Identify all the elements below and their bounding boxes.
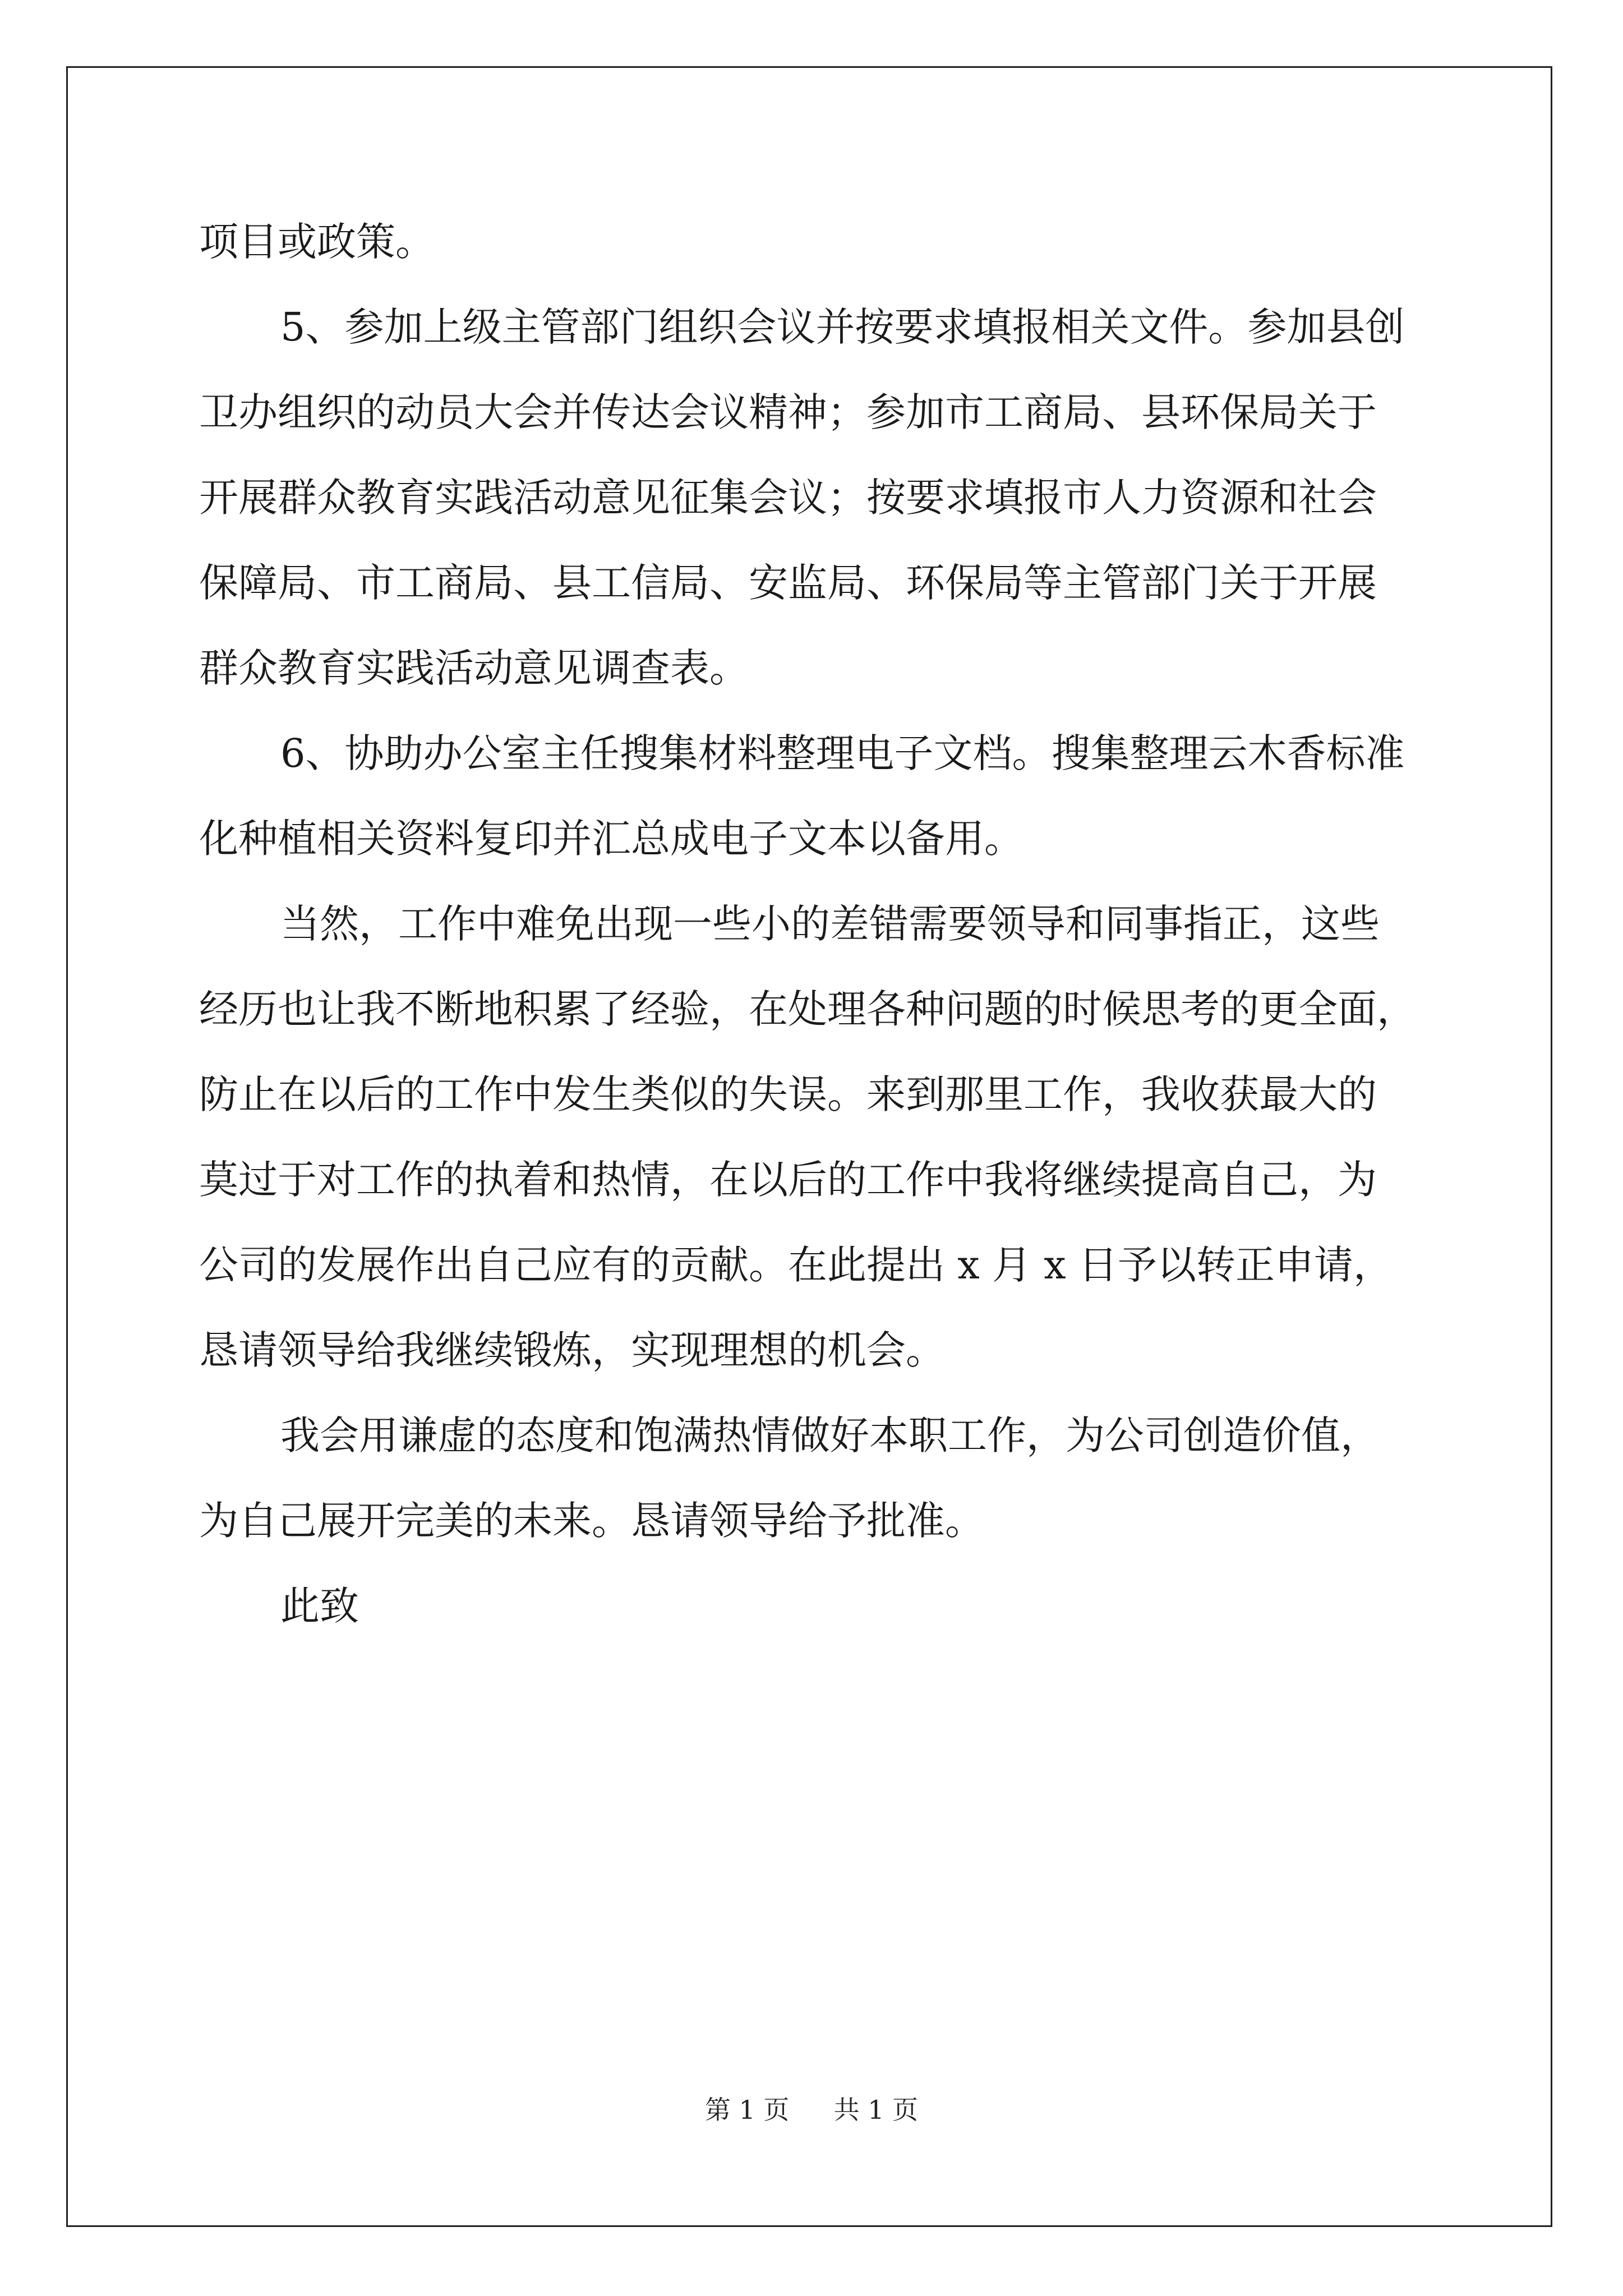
text-line: 为自己展开完美的未来。恳请领导给予批准。: [199, 1498, 984, 1544]
text-line: 项目或政策。: [199, 219, 435, 265]
total-pages: 共 1 页: [833, 2095, 919, 2125]
text-line: 群众教育实践活动意见调查表。: [199, 645, 749, 691]
closing-salutation: 此致: [280, 1583, 359, 1629]
page-footer: [0, 2090, 1623, 2127]
text-line: 经历也让我不断地积累了经验，在处理各种问题的时候思考的更全面，: [199, 986, 1416, 1032]
text-line: 公司的发展作出自己应有的贡献。在此提出 x 月 x 日予以转正申请，: [199, 1242, 1393, 1288]
text-line: 莫过于对工作的执着和热情，在以后的工作中我将继续提高自己，为: [199, 1157, 1377, 1203]
text-line: 5、参加上级主管部门组织会议并按要求填报相关文件。参加县创: [280, 304, 1405, 350]
text-line: 化种植相关资料复印并汇总成电子文本以备用。: [199, 816, 1023, 862]
page-number: 第 1 页: [704, 2095, 790, 2125]
document-body: [199, 199, 1455, 1649]
text-line: 恳请领导给我继续锻炼，实现理想的机会。: [199, 1327, 945, 1373]
text-line: 防止在以后的工作中发生类似的失误。来到那里工作，我收获最大的: [199, 1071, 1377, 1117]
text-line: 卫办组织的动员大会并传达会议精神；参加市工商局、县环保局关于: [199, 389, 1377, 435]
text-line: 当然，工作中难免出现一些小的差错需要领导和同事指正，这些: [280, 901, 1380, 947]
text-line: 保障局、市工商局、县工信局、安监局、环保局等主管部门关于开展: [199, 560, 1377, 606]
text-line: 开展群众教育实践活动意见征集会议；按要求填报市人力资源和社会: [199, 475, 1377, 521]
text-line: 6、协助办公室主任搜集材料整理电子文档。搜集整理云木香标准: [280, 730, 1405, 776]
text-line: 我会用谦虚的态度和饱满热情做好本职工作，为公司创造价值，: [280, 1412, 1380, 1458]
